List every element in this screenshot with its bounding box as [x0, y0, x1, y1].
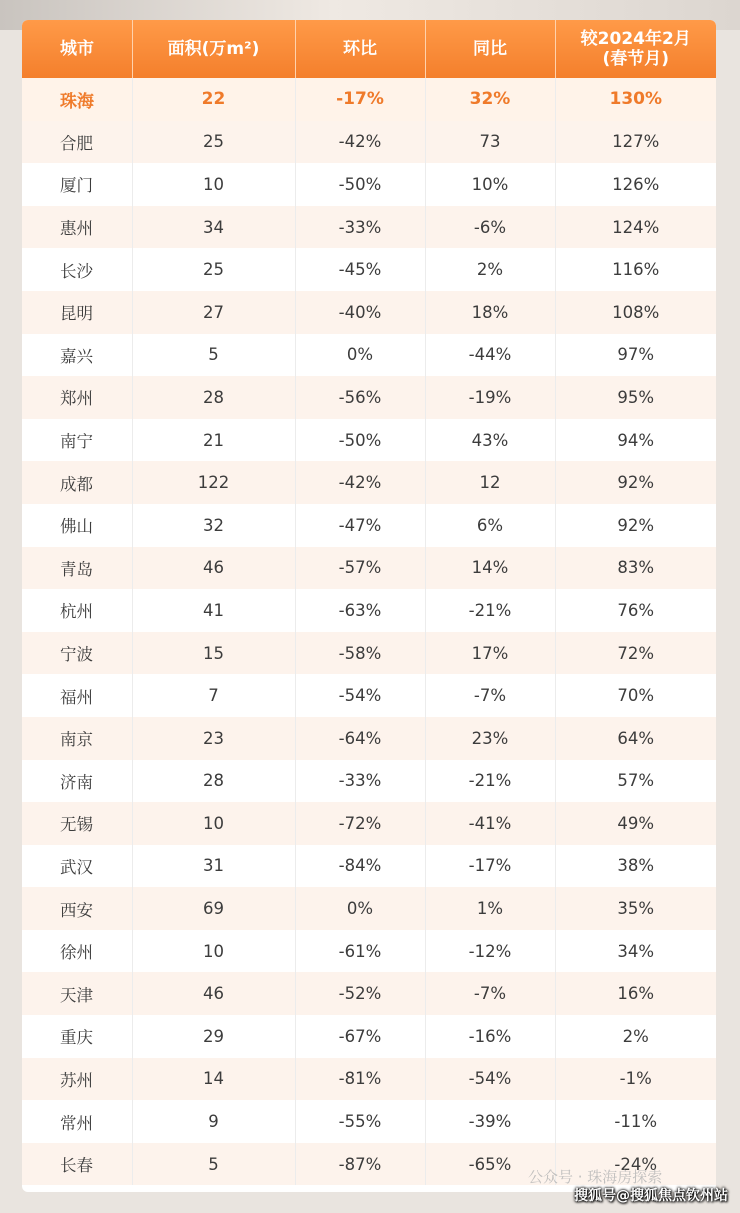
mom-cell: -55%	[295, 1100, 425, 1143]
table-row	[22, 376, 716, 419]
vs-feb-cell: 97%	[555, 334, 716, 377]
vs-feb-cell: 72%	[555, 632, 716, 675]
area-cell: 7	[132, 674, 295, 717]
city-cell: 宁波	[22, 632, 132, 675]
vs-feb-cell: 116%	[555, 248, 716, 291]
city-cell: 无锡	[22, 802, 132, 845]
table-header	[22, 20, 716, 78]
mom-cell: -33%	[295, 206, 425, 249]
mom-cell: -47%	[295, 504, 425, 547]
mom-cell: -42%	[295, 121, 425, 164]
yoy-cell: 32%	[425, 78, 555, 121]
vs-feb-cell: 76%	[555, 589, 716, 632]
city-cell: 惠州	[22, 206, 132, 249]
vs-feb-cell: 57%	[555, 760, 716, 803]
mom-cell: -87%	[295, 1143, 425, 1186]
area-cell: 5	[132, 334, 295, 377]
area-cell: 25	[132, 121, 295, 164]
vs-feb-cell: 94%	[555, 419, 716, 462]
header-vs-feb-2024: 较2024年2月 (春节月)	[555, 20, 716, 78]
table-row	[22, 461, 716, 504]
yoy-cell: -65%	[425, 1143, 555, 1186]
vs-feb-cell: 108%	[555, 291, 716, 334]
mom-cell: -56%	[295, 376, 425, 419]
yoy-cell: 2%	[425, 248, 555, 291]
account-watermark: 公众号 · 珠海房探索	[528, 1168, 663, 1186]
area-cell: 41	[132, 589, 295, 632]
city-cell: 重庆	[22, 1015, 132, 1058]
area-cell: 31	[132, 845, 295, 888]
area-cell: 34	[132, 206, 295, 249]
yoy-cell: -21%	[425, 760, 555, 803]
table-row	[22, 163, 716, 206]
yoy-cell: 23%	[425, 717, 555, 760]
vs-feb-cell: 64%	[555, 717, 716, 760]
mom-cell: -61%	[295, 930, 425, 973]
mom-cell: -57%	[295, 547, 425, 590]
table-row	[22, 845, 716, 888]
mom-cell: -33%	[295, 760, 425, 803]
table-row	[22, 632, 716, 675]
city-cell: 杭州	[22, 589, 132, 632]
vs-feb-cell: 49%	[555, 802, 716, 845]
area-cell: 9	[132, 1100, 295, 1143]
mom-cell: -17%	[295, 78, 425, 121]
header-yoy: 同比	[425, 20, 555, 78]
area-cell: 21	[132, 419, 295, 462]
area-cell: 46	[132, 972, 295, 1015]
city-cell: 苏州	[22, 1058, 132, 1101]
yoy-cell: 10%	[425, 163, 555, 206]
city-cell: 常州	[22, 1100, 132, 1143]
yoy-cell: -16%	[425, 1015, 555, 1058]
area-cell: 15	[132, 632, 295, 675]
city-cell: 徐州	[22, 930, 132, 973]
yoy-cell: -12%	[425, 930, 555, 973]
area-cell: 27	[132, 291, 295, 334]
city-cell: 厦门	[22, 163, 132, 206]
vs-feb-cell: 2%	[555, 1015, 716, 1058]
area-cell: 32	[132, 504, 295, 547]
table-body	[22, 78, 716, 1185]
area-cell: 10	[132, 163, 295, 206]
header-area: 面积(万m²)	[132, 20, 295, 78]
mom-cell: -50%	[295, 419, 425, 462]
yoy-cell: 1%	[425, 887, 555, 930]
table-row	[22, 419, 716, 462]
table-row	[22, 206, 716, 249]
vs-feb-cell: 38%	[555, 845, 716, 888]
vs-feb-cell: 34%	[555, 930, 716, 973]
city-cell: 昆明	[22, 291, 132, 334]
vs-feb-cell: 35%	[555, 887, 716, 930]
mom-cell: -72%	[295, 802, 425, 845]
yoy-cell: 12	[425, 461, 555, 504]
city-area-table	[22, 20, 716, 1185]
table-row	[22, 78, 716, 121]
city-cell: 佛山	[22, 504, 132, 547]
table-row	[22, 930, 716, 973]
area-cell: 46	[132, 547, 295, 590]
yoy-cell: 43%	[425, 419, 555, 462]
vs-feb-cell: 92%	[555, 461, 716, 504]
yoy-cell: -6%	[425, 206, 555, 249]
vs-feb-cell: 83%	[555, 547, 716, 590]
mom-cell: -42%	[295, 461, 425, 504]
city-cell: 天津	[22, 972, 132, 1015]
yoy-cell: -54%	[425, 1058, 555, 1101]
header-row	[22, 20, 716, 78]
vs-feb-cell: 126%	[555, 163, 716, 206]
city-cell: 武汉	[22, 845, 132, 888]
table-row	[22, 760, 716, 803]
yoy-cell: 14%	[425, 547, 555, 590]
yoy-cell: -39%	[425, 1100, 555, 1143]
city-cell: 长春	[22, 1143, 132, 1186]
table-row	[22, 291, 716, 334]
mom-cell: 0%	[295, 334, 425, 377]
yoy-cell: 17%	[425, 632, 555, 675]
vs-feb-cell: 92%	[555, 504, 716, 547]
table-row	[22, 248, 716, 291]
city-cell: 长沙	[22, 248, 132, 291]
table-row	[22, 547, 716, 590]
vs-feb-cell: 127%	[555, 121, 716, 164]
yoy-cell: -44%	[425, 334, 555, 377]
yoy-cell: -7%	[425, 972, 555, 1015]
city-cell: 青岛	[22, 547, 132, 590]
vs-feb-cell: 124%	[555, 206, 716, 249]
city-cell: 济南	[22, 760, 132, 803]
data-card	[22, 20, 716, 1192]
table-row	[22, 1100, 716, 1143]
vs-feb-cell: 70%	[555, 674, 716, 717]
table-row	[22, 674, 716, 717]
mom-cell: -50%	[295, 163, 425, 206]
vs-feb-cell: -1%	[555, 1058, 716, 1101]
table-row	[22, 887, 716, 930]
mom-cell: -64%	[295, 717, 425, 760]
table-row	[22, 334, 716, 377]
table-row	[22, 121, 716, 164]
yoy-cell: 6%	[425, 504, 555, 547]
yoy-cell: -17%	[425, 845, 555, 888]
city-cell: 南宁	[22, 419, 132, 462]
vs-feb-cell: 130%	[555, 78, 716, 121]
mom-cell: -84%	[295, 845, 425, 888]
mom-cell: -40%	[295, 291, 425, 334]
area-cell: 25	[132, 248, 295, 291]
area-cell: 10	[132, 930, 295, 973]
mom-cell: -81%	[295, 1058, 425, 1101]
table-row	[22, 1015, 716, 1058]
header-city: 城市	[22, 20, 132, 78]
mom-cell: -52%	[295, 972, 425, 1015]
city-cell: 南京	[22, 717, 132, 760]
mom-cell: -45%	[295, 248, 425, 291]
area-cell: 29	[132, 1015, 295, 1058]
yoy-cell: -21%	[425, 589, 555, 632]
table-row	[22, 504, 716, 547]
mom-cell: -67%	[295, 1015, 425, 1058]
table-row	[22, 1058, 716, 1101]
area-cell: 69	[132, 887, 295, 930]
vs-feb-cell: 16%	[555, 972, 716, 1015]
yoy-cell: -19%	[425, 376, 555, 419]
area-cell: 28	[132, 376, 295, 419]
area-cell: 10	[132, 802, 295, 845]
area-cell: 28	[132, 760, 295, 803]
mom-cell: -54%	[295, 674, 425, 717]
area-cell: 23	[132, 717, 295, 760]
area-cell: 122	[132, 461, 295, 504]
area-cell: 5	[132, 1143, 295, 1186]
table-row	[22, 802, 716, 845]
city-cell: 珠海	[22, 78, 132, 121]
city-cell: 郑州	[22, 376, 132, 419]
mom-cell: -58%	[295, 632, 425, 675]
area-cell: 14	[132, 1058, 295, 1101]
header-mom: 环比	[295, 20, 425, 78]
city-cell: 成都	[22, 461, 132, 504]
table-row	[22, 972, 716, 1015]
city-cell: 福州	[22, 674, 132, 717]
source-watermark: 搜狐号@搜狐焦点钦州站	[574, 1188, 728, 1204]
vs-feb-cell: -24%	[555, 1143, 716, 1186]
mom-cell: 0%	[295, 887, 425, 930]
city-cell: 嘉兴	[22, 334, 132, 377]
city-cell: 西安	[22, 887, 132, 930]
city-cell: 合肥	[22, 121, 132, 164]
vs-feb-cell: 95%	[555, 376, 716, 419]
table-row	[22, 589, 716, 632]
yoy-cell: 73	[425, 121, 555, 164]
table-row	[22, 717, 716, 760]
yoy-cell: -7%	[425, 674, 555, 717]
yoy-cell: 18%	[425, 291, 555, 334]
mom-cell: -63%	[295, 589, 425, 632]
vs-feb-cell: -11%	[555, 1100, 716, 1143]
yoy-cell: -41%	[425, 802, 555, 845]
area-cell: 22	[132, 78, 295, 121]
